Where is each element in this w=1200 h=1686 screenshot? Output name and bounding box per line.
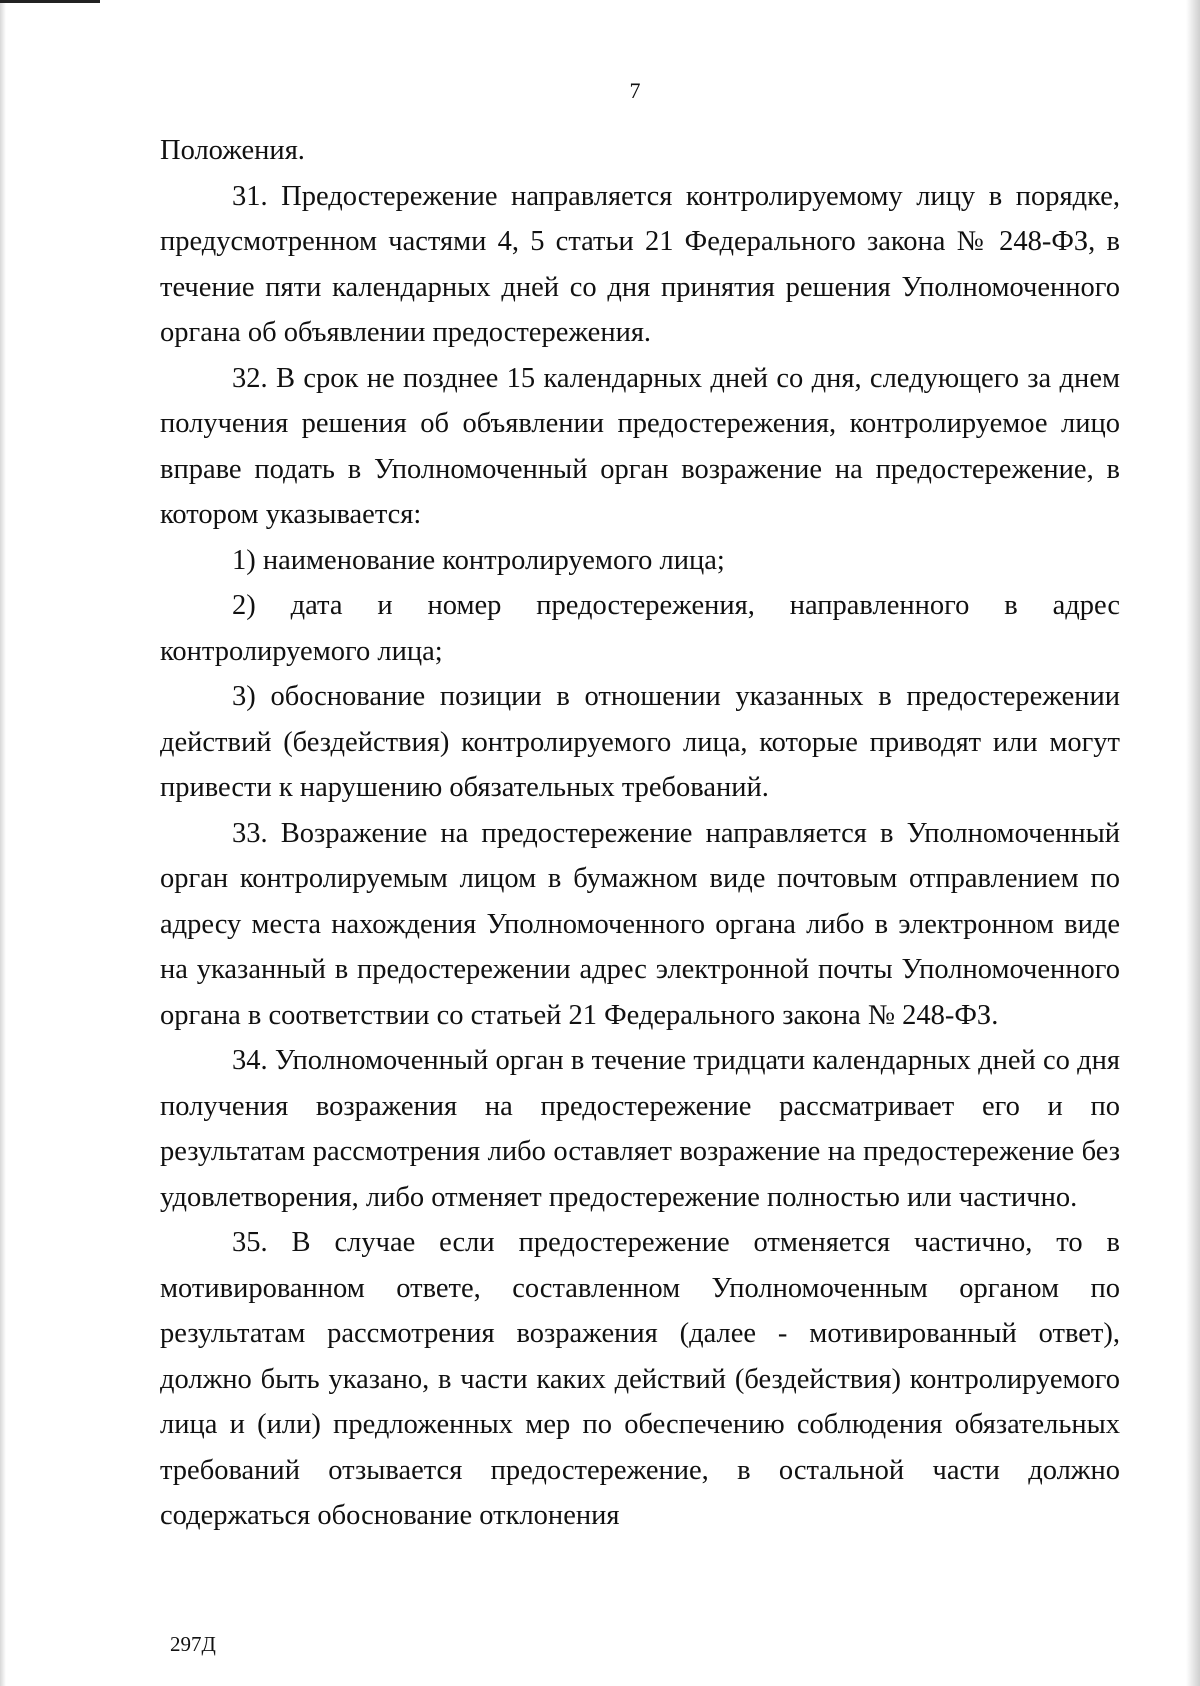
page-number: 7 [629, 78, 641, 103]
paragraph-35: 35. В случае если предостережение отменяется частично, то в мотивированном ответе, составленном Уполномоченным органом по результатам рассмотрения возражения (далее - мотивированный ответ), должно быть указано, в части каких действий (бездействия) контролируемого лица и (или) предложенных мер по обеспечению соблюдения обязательных требований отзывается предостережение, в остальной части должно содержаться обоснование отклонения [160, 1227, 1120, 1531]
paragraph-continuation: Положения. [160, 135, 305, 166]
scan-edge-left [0, 0, 6, 1686]
paragraph-32: 32. В срок не позднее 15 календарных дней со дня, следующего за днем получения решения об объявлении предостережения, контролируемое лицо вправе подать в Уполномоченный орган возражение на предостережение, в котором указывается: [160, 362, 1120, 530]
document-body [160, 128, 1120, 1539]
scan-edge-top [0, 0, 100, 3]
list-item-2: 2) дата и номер предостережения, направленного в адрес контролируемого лица; [160, 590, 1120, 667]
paragraph-33: 33. Возражение на предостережение направляется в Уполномоченный орган контролируемым лицом в бумажном виде почтовым отправлением по адресу места нахождения Уполномоченного органа либо в электронном виде на указанный в предостережении адрес электронной почты Уполномоченного органа в соответствии со статьей 21 Федерального закона № 248-ФЗ. [160, 817, 1120, 1031]
document-code: 297Д [170, 1632, 216, 1656]
list-item-3: 3) обоснование позиции в отношении указанных в предостережении действий (бездействия) контролируемого лица, которые приводят или могут привести к нарушению обязательных требований. [160, 681, 1120, 803]
paragraph-34: 34. Уполномоченный орган в течение тридцати календарных дней со дня получения возражения на предостережение рассматривает его и по результатам рассмотрения либо оставляет возражение на предостережение без удовлетворения, либо отменяет предостережение полностью или частично. [160, 1045, 1120, 1213]
paragraph-31: 31. Предостережение направляется контролируемому лицу в порядке, предусмотренном частями 4, 5 статьи 21 Федерального закона № 248-ФЗ, в течение пяти календарных дней со дня принятия решения Уполномоченного органа об объявлении предостережения. [160, 180, 1120, 348]
scan-edge-right [1186, 0, 1200, 1686]
list-item-1: 1) наименование контролируемого лица; [232, 544, 725, 576]
